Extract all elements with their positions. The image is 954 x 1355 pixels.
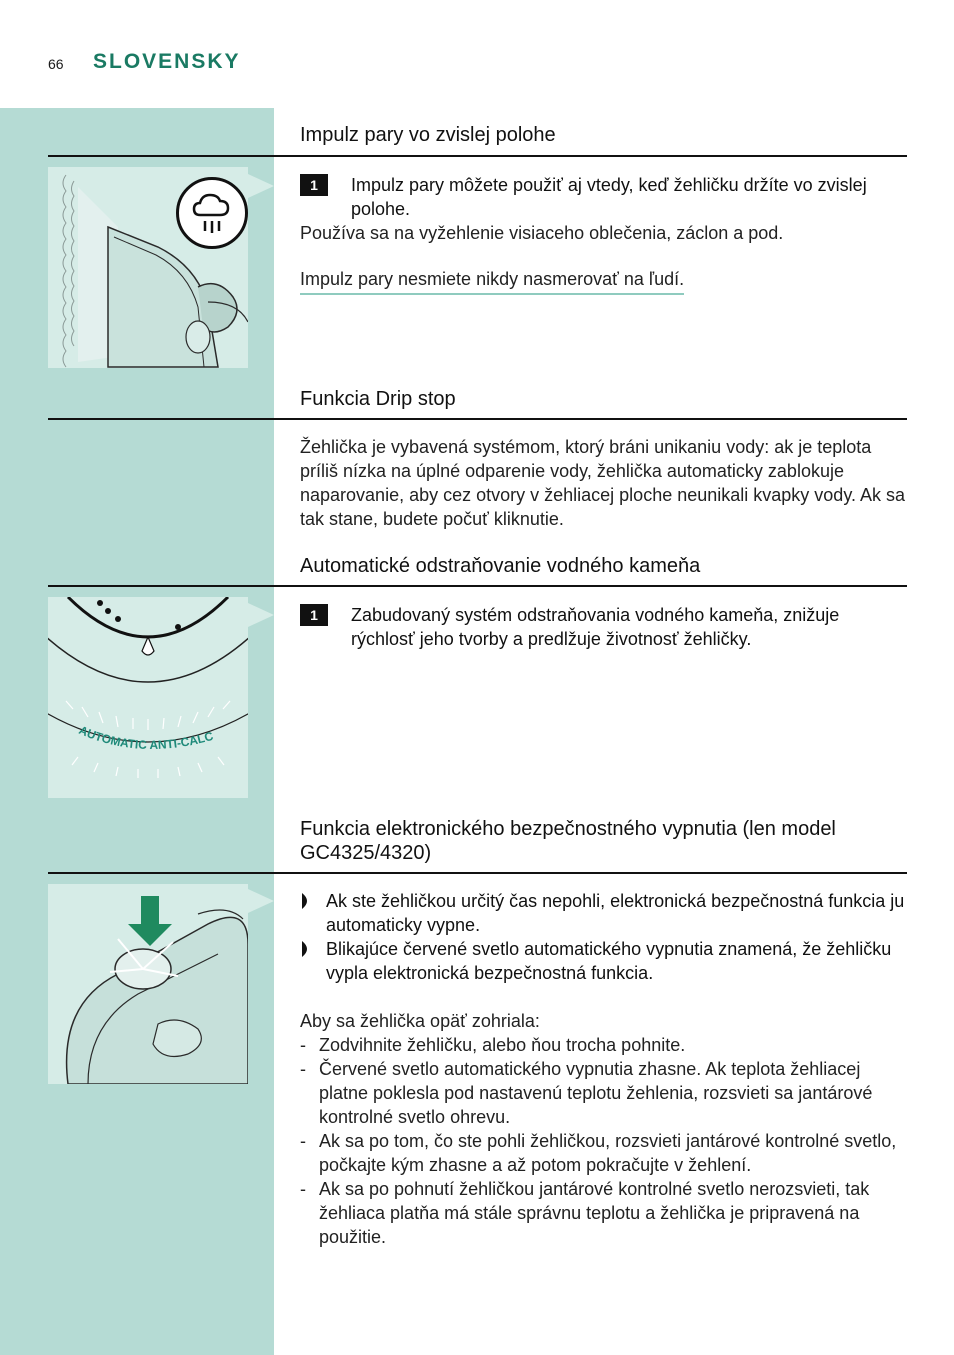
step-text: Impulz pary môžete použiť aj vtedy, keď žehličku držíte vo zvislej polohe. xyxy=(351,175,867,219)
step-number-badge: 1 xyxy=(300,174,328,196)
vertical-steam-warning: Impulz pary nesmiete nikdy nasmerovať na ľudí. xyxy=(300,267,684,295)
drip-stop-paragraph: Žehlička je vybavená systémom, ktorý bráni unikaniu vody: ak je teplota príliš nízka na úplné odparenie vody, žehlička automaticky zablokuje naparovanie, aby cez otvory v žehliacej ploche neunikali kvapky vody. Ak sa tak stane, budete počuť kliknutie. xyxy=(300,437,906,529)
safety-shutoff-illustration xyxy=(48,884,248,1084)
illustration-pointer xyxy=(248,174,274,198)
anticalc-illustration xyxy=(48,597,248,798)
step-text: Zabudovaný systém odstraňovania vodného kameňa, znižuje rýchlosť jeho tvorby a predlžuje životnosť žehličky. xyxy=(351,605,840,649)
section-heading-anticalc: Automatické odstraňovanie vodného kameňa xyxy=(300,555,701,577)
section-rule xyxy=(48,872,907,874)
reheat-intro: Aby sa žehlička opäť zohriala: xyxy=(300,1011,540,1031)
section-rule xyxy=(48,155,907,157)
section-heading-safety-shutoff: Funkcia elektronického bezpečnostného vypnutia (len model GC4325/4320) xyxy=(300,818,836,864)
dash-list-item: - Ak sa po pohnutí žehličkou jantárové kontrolné svetlo nerozsvieti, tak žehliaca platňa má stále správnu teplotu a žehlička je pripravená na použitie. xyxy=(300,1179,870,1247)
bullet-item: Blikajúce červené svetlo automatického vypnutia znamená, že žehličku vypla elektronická bezpečnostná funkcia. xyxy=(300,937,907,985)
vertical-steam-note: Používa sa na vyžehlenie visiaceho oblečenia, záclon a pod. xyxy=(300,223,784,243)
anticalc-label: AUTOMATIC ANTI-CALC xyxy=(76,722,215,753)
bullet-marker-icon xyxy=(302,941,312,957)
step-anticalc xyxy=(300,603,907,651)
language-header: SLOVENSKY xyxy=(93,50,241,73)
step-number-badge: 1 xyxy=(300,604,328,626)
illustration-pointer xyxy=(248,603,274,627)
section-rule xyxy=(48,585,907,587)
vertical-steam-illustration xyxy=(48,167,248,368)
illustration-pointer xyxy=(248,889,274,913)
anticalc-dial-illustration xyxy=(48,597,248,798)
page-number: 66 xyxy=(48,56,64,72)
section-heading-drip-stop: Funkcia Drip stop xyxy=(300,388,456,410)
section-rule xyxy=(48,418,907,420)
bullet-marker-icon xyxy=(302,893,312,909)
steam-shot-icon xyxy=(176,177,248,249)
dash-list-item: - Zodvihnite žehličku, alebo ňou trocha pohnite. xyxy=(300,1035,686,1055)
safety-shutoff-illustration-box xyxy=(48,884,248,1084)
svg-text:AUTOMATIC ANTI-CALC xyxy=(77,723,215,752)
step-vertical-steam xyxy=(300,173,907,221)
bullet-item: Ak ste žehličkou určitý čas nepohli, elektronická bezpečnostná funkcia ju automaticky vypne. xyxy=(300,889,907,937)
section-heading-vertical-steam: Impulz pary vo zvislej polohe xyxy=(300,124,556,146)
dash-list-item: - Červené svetlo automatického vypnutia zhasne. Ak teplota žehliacej platne poklesla pod nastavenú teplotu žehlenia, rozsvieti sa jantárové kontrolné svetlo ohrevu. xyxy=(300,1059,873,1127)
dash-list-item: - Ak sa po tom, čo ste pohli žehličkou, rozsvieti jantárové kontrolné svetlo, počkajte kým zhasne a až potom pokračujte v žehlení. xyxy=(300,1131,897,1175)
